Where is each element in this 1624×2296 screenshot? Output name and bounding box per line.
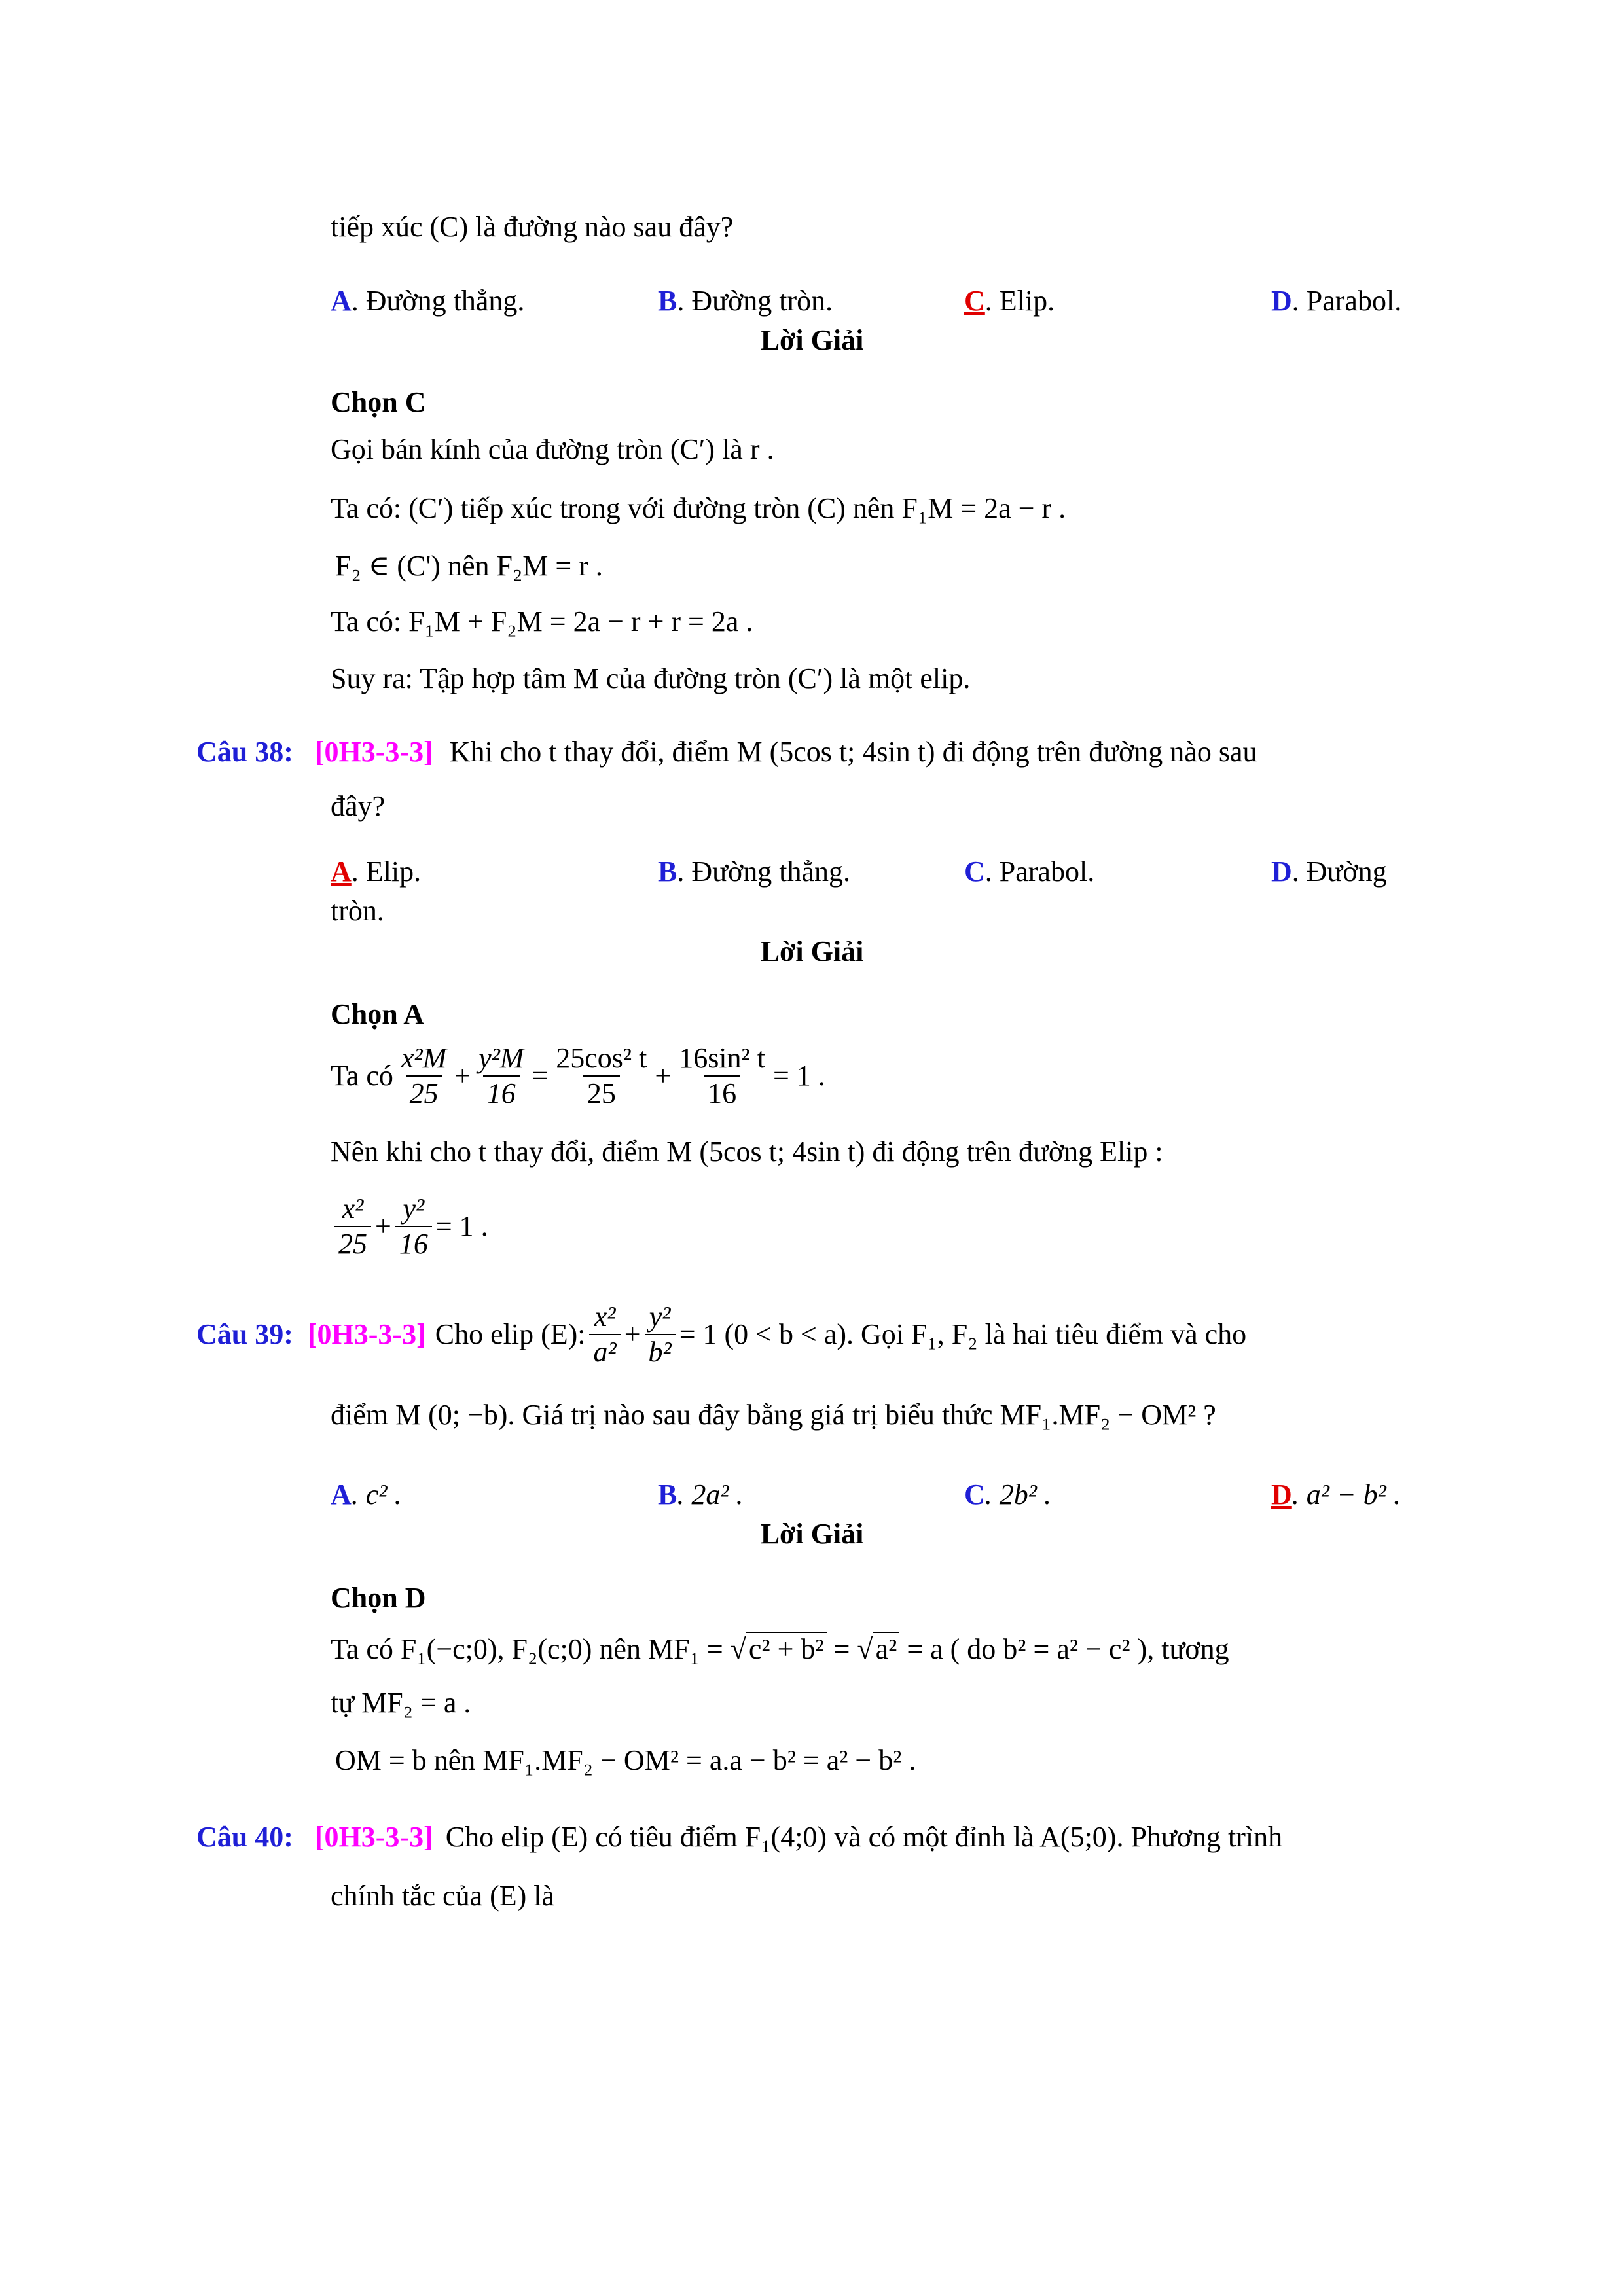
fraction: $\frac{\text{y²}}{\text{b²}}$ — [645, 1302, 676, 1367]
solution-line: F₂ ∈ (C') nên F₂M = r . — [335, 550, 603, 582]
option-b: B. Đường thẳng. — [658, 855, 851, 888]
option-a: A. Đường thẳng. — [331, 285, 525, 317]
solution-line: Ta có: (C′) tiếp xúc trong với đường tròn (C) nên F₁M = 2a − r . — [331, 492, 1066, 524]
solution-line: Ta có F₁(−c;0), F₂(c;0) nên MF₁ = √c² + b² = √a² = a ( do b² = a² − c² ), tương — [331, 1633, 1229, 1665]
solution-line: Suy ra: Tập hợp tâm M của đường tròn (C′) là một elip. — [331, 662, 971, 694]
square-root: a² — [873, 1632, 900, 1665]
question-text-cont: chính tắc của (E) là — [331, 1880, 555, 1912]
question-text-cont: đây? — [331, 790, 386, 822]
solution-line: Gọi bán kính của đường tròn (C′) là r . — [331, 433, 774, 465]
fraction: $\frac{\text{16sin² t}}{16}$ — [679, 1042, 765, 1109]
solution-line: tự MF₂ = a . — [331, 1687, 471, 1719]
question-text: Khi cho t thay đổi, điểm M (5cos t; 4sin t) đi động trên đường nào sau — [449, 736, 1257, 768]
solution-line: OM = b nên MF₁.MF₂ − OM² = a.a − b² = a² − b² . — [335, 1744, 916, 1776]
question-tag: [0H3-3-3] — [307, 1318, 426, 1350]
option-d-wrap: tròn. — [331, 895, 384, 927]
question-text: Cho elip (E) có tiêu điểm F₁(4;0) và có một đỉnh là A(5;0). Phương trình — [445, 1821, 1283, 1853]
fraction: $\frac{\text{y²}}{16}$ — [395, 1194, 432, 1259]
option-a-correct: A. Elip. — [331, 855, 422, 888]
option-c: C. 2b² . — [964, 1479, 1051, 1511]
question-38 — [196, 738, 1257, 766]
fraction: $\frac{\text{x²}}{25}$ — [334, 1194, 371, 1259]
option-c: C. Parabol. — [964, 855, 1095, 888]
question-tag: [0H3-3-3] — [314, 1821, 433, 1853]
solution-heading: Lời Giải — [760, 324, 864, 356]
solution-line: Ta có: F₁M + F₂M = 2a − r + r = 2a . — [331, 605, 753, 637]
option-d: D. Parabol. — [1271, 285, 1402, 317]
option-b: B. 2a² . — [658, 1479, 744, 1511]
option-d: D. Đường — [1271, 855, 1387, 888]
option-b: B. Đường tròn. — [658, 285, 833, 317]
ellipse-equation: $\frac{\text{x²}}{25}$ + $\frac{\text{y²}}{16}$ = 1 . — [331, 1194, 488, 1259]
solution-heading: Lời Giải — [760, 935, 864, 967]
fraction: $\frac{\text{x²}}{\text{a²}}$ — [589, 1302, 620, 1367]
fraction: $\frac{\text{x²M}}{25}$ — [401, 1042, 447, 1109]
question-continuation: tiếp xúc (C) là đường nào sau đây? — [331, 211, 734, 243]
answer-choice: Chọn A — [331, 998, 425, 1030]
question-40 — [196, 1823, 1282, 1852]
question-label: Câu 39: — [196, 1318, 293, 1350]
equation-line: Ta có $\frac{\text{x²M}}{25}$ + $\frac{\text{y²M}}{16}$ = $\frac{\text{25cos² t}}{25}$ + $\frac{\text{16sin² t}}{16}$ = 1 . — [331, 1042, 825, 1109]
fraction: $\frac{\text{25cos² t}}{25}$ — [556, 1042, 647, 1109]
fraction: $\frac{\text{y²M}}{16}$ — [478, 1042, 524, 1109]
option-c-correct: C. Elip. — [964, 285, 1055, 317]
question-label: Câu 40: — [196, 1821, 293, 1853]
option-a: A. c² . — [331, 1479, 402, 1511]
question-39: Câu 39: [0H3-3-3] Cho elip (E): $\frac{\text{x²}}{\text{a²}}$ + $\frac{\text{y²}}{\text{b²}}$ = 1 (0 < b < a). Gọi F₁, F₂ là hai tiêu điểm và cho — [196, 1300, 1247, 1368]
question-label: Câu 38: — [196, 736, 293, 768]
solution-heading: Lời Giải — [760, 1518, 864, 1550]
square-root: c² + b² — [746, 1632, 827, 1665]
answer-choice: Chọn D — [331, 1582, 426, 1614]
solution-line: Nên khi cho t thay đổi, điểm M (5cos t; 4sin t) đi động trên đường Elip : — [331, 1136, 1163, 1168]
option-d-correct: D. a² − b² . — [1271, 1479, 1401, 1511]
question-tag: [0H3-3-3] — [314, 736, 433, 768]
question-text-cont: điểm M (0; −b). Giá trị nào sau đây bằng giá trị biểu thức MF₁.MF₂ − OM² ? — [331, 1399, 1216, 1431]
answer-choice: Chọn C — [331, 386, 426, 418]
